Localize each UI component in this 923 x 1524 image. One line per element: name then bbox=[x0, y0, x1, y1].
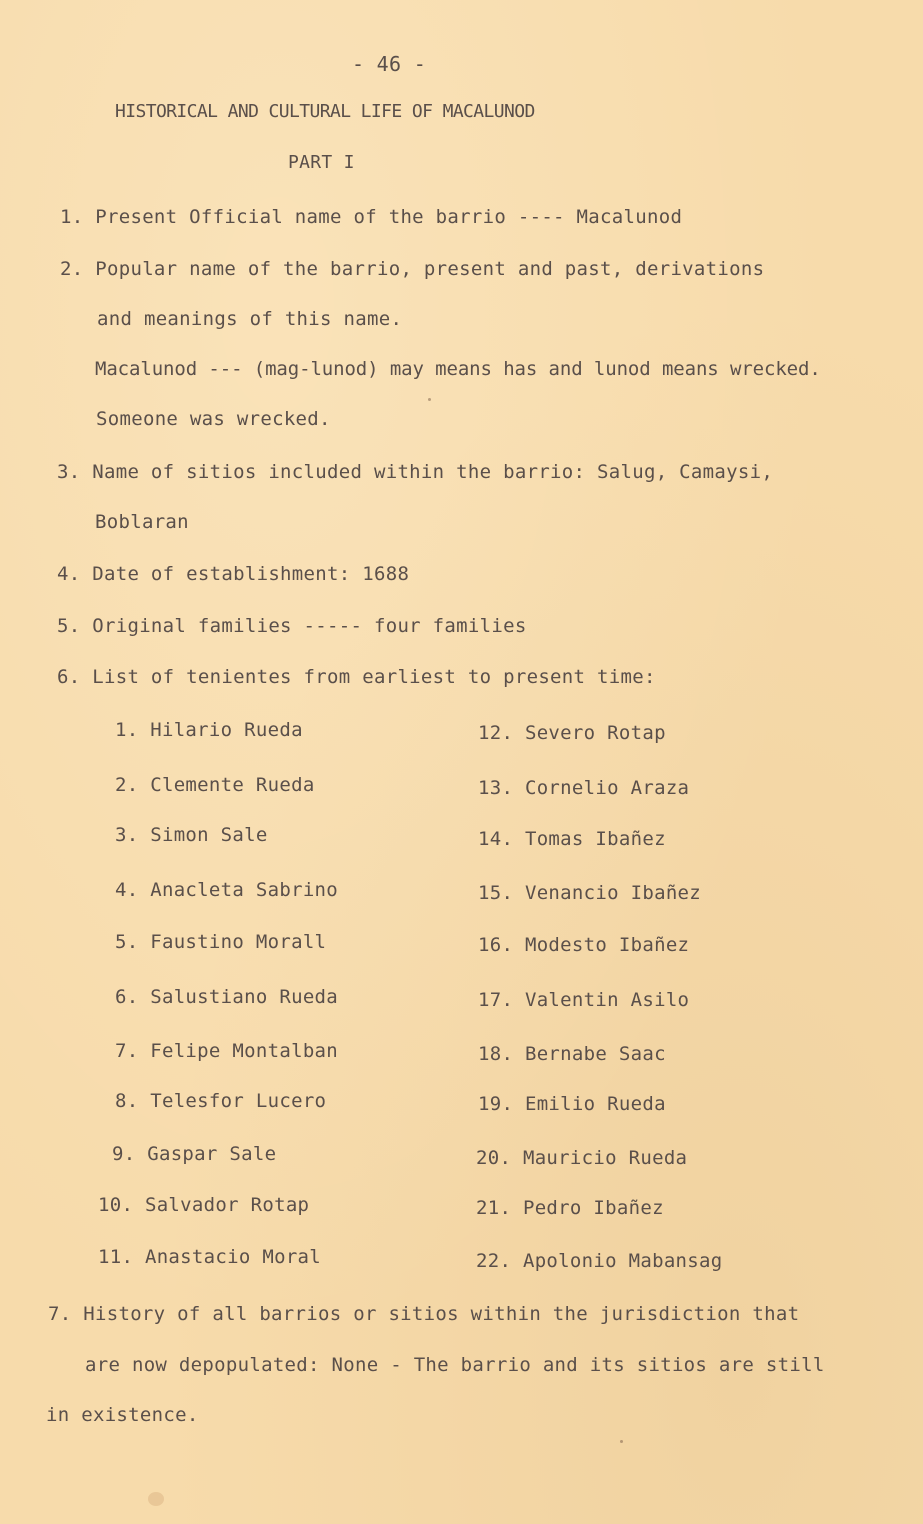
item-2-line-1: Popular name of the barrio, present and past, derivations bbox=[95, 258, 765, 280]
item-5 bbox=[57, 614, 527, 638]
teniente-list-item: 18. Bernabe Saac bbox=[478, 1043, 666, 1065]
item-1 bbox=[60, 205, 682, 229]
item-2-line-2: and meanings of this name. bbox=[97, 308, 403, 330]
item-1-number: 1. bbox=[60, 206, 84, 228]
teniente-list-item: 19. Emilio Rueda bbox=[478, 1093, 666, 1115]
teniente-list-item: 7. Felipe Montalban bbox=[115, 1040, 339, 1062]
document-title: HISTORICAL AND CULTURAL LIFE OF MACALUNOD bbox=[115, 101, 535, 122]
teniente-list-item: 9. Gaspar Sale bbox=[112, 1143, 277, 1165]
teniente-list-item: 15. Venancio Ibañez bbox=[478, 882, 702, 904]
item-3 bbox=[57, 460, 773, 484]
item-7-line-2: are now depopulated: None - The barrio and its sitios are still bbox=[85, 1354, 825, 1376]
item-6-number: 6. bbox=[57, 666, 81, 688]
item-7-number: 7. bbox=[48, 1303, 72, 1325]
item-4-text: Date of establishment: 1688 bbox=[92, 563, 410, 585]
teniente-list-item: 22. Apolonio Mabansag bbox=[476, 1250, 723, 1272]
item-3-line-2: Boblaran bbox=[95, 511, 189, 533]
teniente-list-item: 20. Mauricio Rueda bbox=[476, 1147, 688, 1169]
item-5-text: Original families ----- four families bbox=[92, 615, 527, 637]
item-6 bbox=[57, 665, 656, 689]
part-heading: PART I bbox=[288, 152, 355, 173]
item-3-line-1: Name of sitios included within the barrio: Salug, Camaysi, bbox=[92, 461, 774, 483]
paper-stain bbox=[620, 1440, 623, 1443]
teniente-list-item: 8. Telesfor Lucero bbox=[115, 1090, 327, 1112]
item-3-number: 3. bbox=[57, 461, 81, 483]
item-1-text: Present Official name of the barrio ---- Macalunod bbox=[95, 206, 683, 228]
item-2-line-4: Someone was wrecked. bbox=[96, 408, 331, 430]
teniente-list-item: 14. Tomas Ibañez bbox=[478, 828, 666, 850]
teniente-list-item: 6. Salustiano Rueda bbox=[115, 986, 339, 1008]
teniente-list-item: 11. Anastacio Moral bbox=[98, 1246, 322, 1268]
teniente-list-item: 17. Valentin Asilo bbox=[478, 989, 690, 1011]
item-5-number: 5. bbox=[57, 615, 81, 637]
teniente-list-item: 1. Hilario Rueda bbox=[115, 719, 303, 741]
item-4 bbox=[57, 562, 409, 586]
item-7-line-3: in existence. bbox=[46, 1404, 199, 1426]
item-2-line-3: Macalunod --- (mag-lunod) may means has and lunod means wrecked. bbox=[95, 358, 821, 380]
teniente-list-item: 4. Anacleta Sabrino bbox=[115, 879, 339, 901]
teniente-list-item: 2. Clemente Rueda bbox=[115, 774, 315, 796]
item-6-text: List of tenientes from earliest to present time: bbox=[92, 666, 656, 688]
paper-stain bbox=[428, 398, 431, 401]
paper-stain bbox=[148, 1492, 164, 1506]
teniente-list-item: 13. Cornelio Araza bbox=[478, 777, 690, 799]
item-2-number: 2. bbox=[60, 258, 84, 280]
item-7 bbox=[48, 1302, 799, 1326]
teniente-list-item: 5. Faustino Morall bbox=[115, 931, 327, 953]
page-number: - 46 - bbox=[352, 52, 427, 76]
item-7-line-1: History of all barrios or sitios within the jurisdiction that bbox=[83, 1303, 800, 1325]
teniente-list-item: 12. Severo Rotap bbox=[478, 722, 666, 744]
item-2 bbox=[60, 257, 764, 281]
teniente-list-item: 21. Pedro Ibañez bbox=[476, 1197, 664, 1219]
teniente-list-item: 3. Simon Sale bbox=[115, 824, 268, 846]
item-4-number: 4. bbox=[57, 563, 81, 585]
teniente-list-item: 10. Salvador Rotap bbox=[98, 1194, 310, 1216]
teniente-list-item: 16. Modesto Ibañez bbox=[478, 934, 690, 956]
